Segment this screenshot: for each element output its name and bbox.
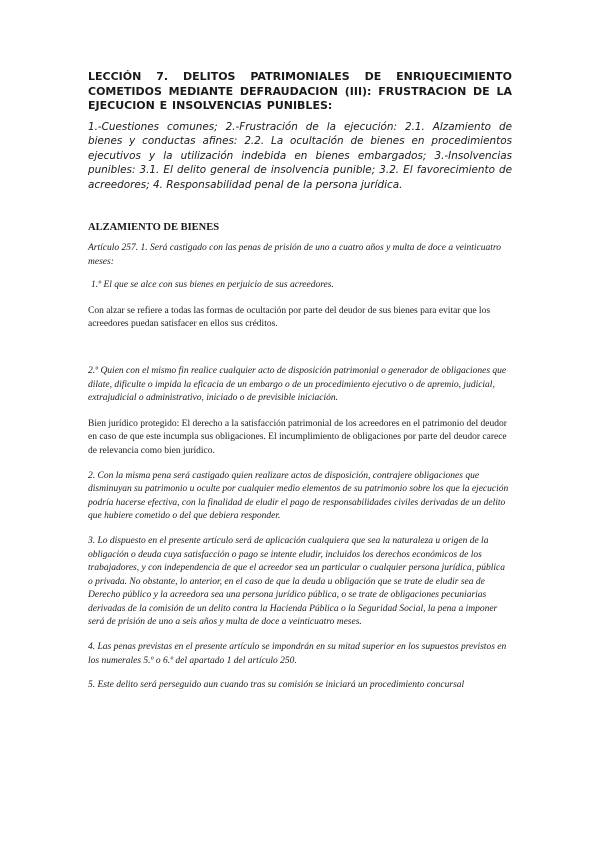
- article-257-paragraph: Artículo 257. 1. Será castigado con las penas de prisión de uno a cuatro años y multa de doce a veinticuatro meses:: [88, 243, 502, 267]
- article-257-item-2: 2.º Quien con el mismo fin realice cualquier acto de disposición patrimonial o generador de obligaciones que dilate, dificulte o impida la eficacia de un embargo o de un procedimiento ejecutivo o de apremio, judicial, extrajudicial o administrativo, iniciado o de previsible iniciación.: [88, 365, 507, 404]
- section-heading: ALZAMIENTO DE BIENES: [88, 222, 220, 233]
- article-257-item-1: 1.º El que se alce con sus bienes en perjuicio de sus acreedores.: [91, 280, 334, 291]
- article-257-section-2: 2. Con la misma pena será castigado quien realizare actos de disposición, contrajere obligaciones que disminuyan su patrimonio u oculte por cualquier medio elementos de su patrimonio sobre los que la ejecución podría hacerse efectiva, con la finalidad de eludir el pago de responsabilidades civiles derivadas de un delito que hubiere cometido o del que debiera responder.: [88, 470, 509, 522]
- lesson-title: LECCIÓN 7. DELITOS PATRIMONIALES DE ENRIQUECIMIENTO COMETIDOS MEDIANTE DEFRAUDACION (III): FRUSTRACION DE LA EJECUCION E INSOLVENCIAS PUNIBLES:: [88, 70, 512, 112]
- lesson-summary: 1.-Cuestiones comunes; 2.-Frustración de la ejecución: 2.1. Alzamiento de bienes y conductas afines: 2.2. La ocultación de bienes en procedimientos ejecutivos y la utilización indebida en bienes embargados; 3.-Insolvencias punibles: 3.1. El delito general de insolvencia punible; 3.2. El favorecimiento de acreedores; 4. Responsabilidad penal de la persona jurídica.: [88, 120, 512, 191]
- alzar-explanation-paragraph: Con alzar se refiere a todas las formas de ocultación por parte del deudor de sus bienes para evitar que los acreedores puedan satisfacer en ellos sus créditos.: [88, 305, 491, 330]
- protected-legal-interest-paragraph: Bien jurídico protegido: El derecho a la satisfacción patrimonial de los acreedores en el patrimonio del deudor en caso de que este incumpla sus obligaciones. El incumplimiento de obligaciones por parte del deudor carece de relevancia como bien jurídico.: [88, 418, 507, 456]
- article-257-section-3: 3. Lo dispuesto en el presente artículo será de aplicación cualquiera que sea la naturaleza u origen de la obligación o deuda cuya satisfacción o pago se intente eludir, incluidos los derechos económicos de los trabajadores, y con independencia de que el acreedor sea un particular o cualquier persona jurídica, pública o privada. No obstante, lo anterior, en el caso de que la deuda u obligación que se trate de eludir sea de Derecho público y la acreedora sea una persona jurídico pública, o se trate de obligaciones pecuniarias derivadas de la comisión de un delito contra la Hacienda Pública o la Seguridad Social, la pena a imponer será de prisión de uno a seis años y multa de doce a veinticuatro meses.: [88, 535, 505, 628]
- document-page: [88, 70, 512, 693]
- article-257-section-5: 5. Este delito será perseguido aun cuando tras su comisión se iniciará un procedimiento concursal: [88, 680, 465, 691]
- article-257-section-4: 4. Las penas previstas en el presente artículo se impondrán en su mitad superior en los supuestos previstos en los numerales 5.º o 6.º del apartado 1 del artículo 250.: [88, 642, 507, 666]
